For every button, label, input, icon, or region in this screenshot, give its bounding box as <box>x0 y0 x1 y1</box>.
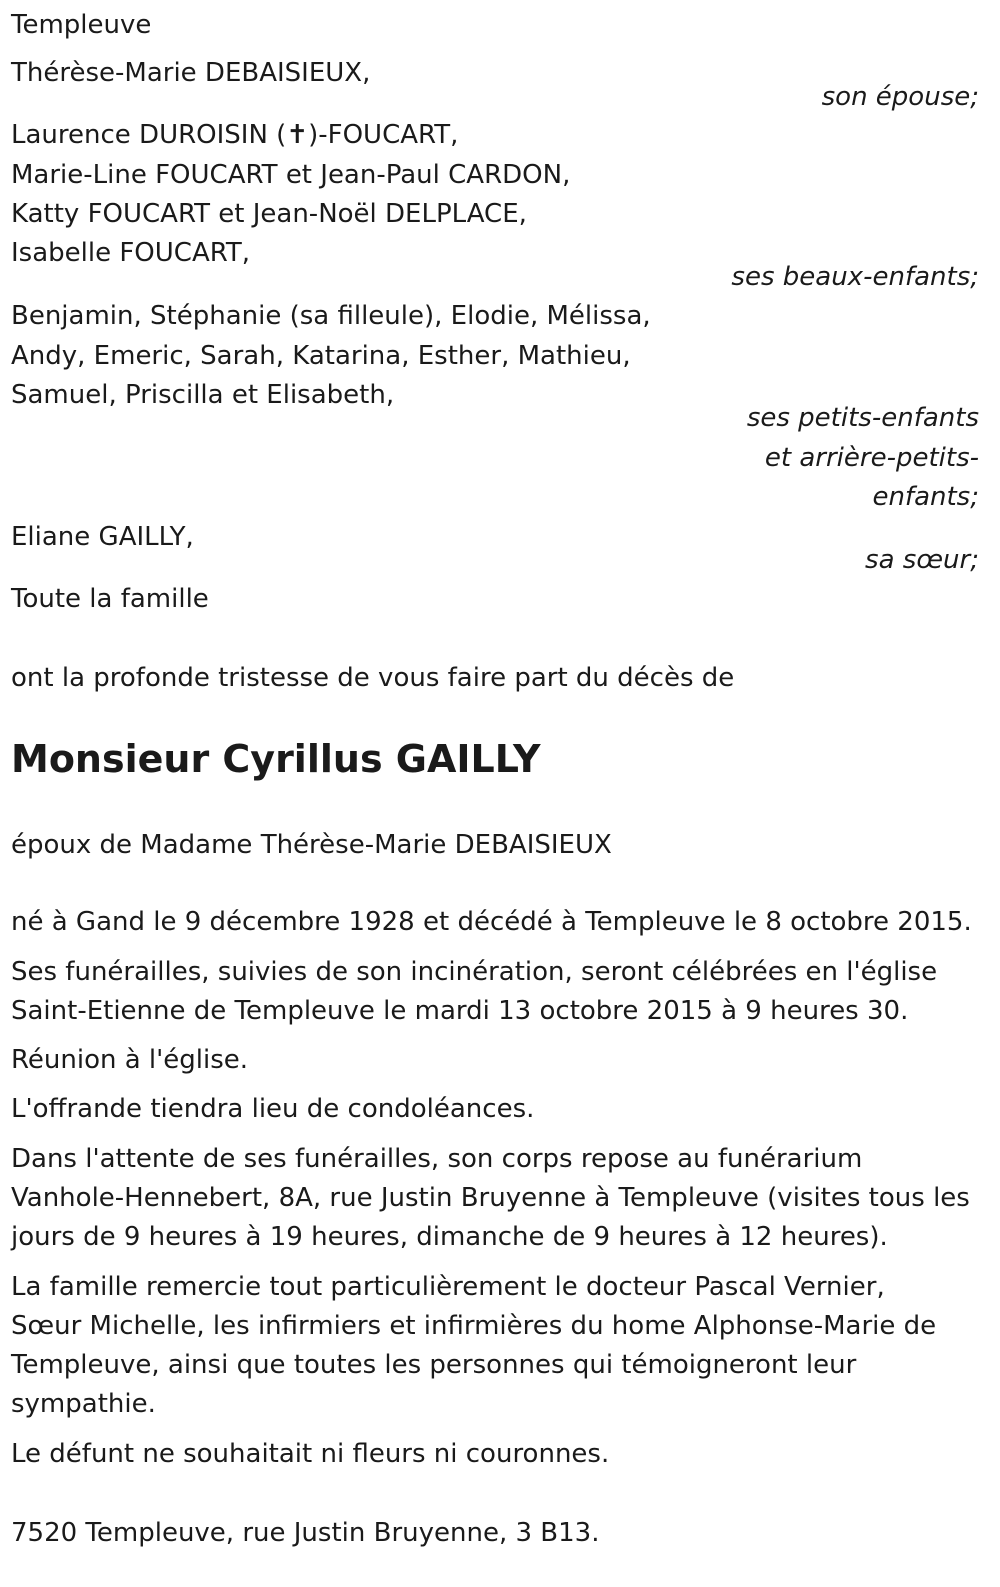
offering-text: L'offrande tiendra lieu de condoléances. <box>11 1094 535 1124</box>
thanks-line: Sœur Michelle, les infirmiers et infirmières du home Alphonse-Marie de <box>11 1311 937 1341</box>
spouse-role: son épouse; <box>821 82 979 112</box>
deceased-relation: époux de Madame Thérèse-Marie DEBAISIEUX <box>11 830 612 860</box>
meeting-text: Réunion à l'église. <box>11 1045 249 1075</box>
spouse-name: Thérèse-Marie DEBAISIEUX, <box>11 58 371 88</box>
grandchildren-role: enfants; <box>872 482 979 512</box>
grandchild-line: Benjamin, Stéphanie (sa filleule), Elodie, Mélissa, <box>11 301 651 331</box>
wake-line: Vanhole-Hennebert, 8A, rue Justin Bruyenne à Templeuve (visites tous les <box>11 1183 970 1213</box>
announcement-text: ont la profonde tristesse de vous faire part du décès de <box>11 663 735 693</box>
wake-line: Dans l'attente de ses funérailles, son corps repose au funérarium <box>11 1144 863 1174</box>
stepchild-line: Katty FOUCART et Jean-Noël DELPLACE, <box>11 199 527 229</box>
funeral-line: Saint-Etienne de Templeuve le mardi 13 octobre 2015 à 9 heures 30. <box>11 996 909 1026</box>
grandchildren-role: ses petits-enfants <box>746 403 979 433</box>
stepchild-line: Laurence DUROISIN (✝)-FOUCART, <box>11 120 459 150</box>
whole-family: Toute la famille <box>11 584 209 614</box>
birth-death-text: né à Gand le 9 décembre 1928 et décédé à Templeuve le 8 octobre 2015. <box>11 907 972 937</box>
header-town: Templeuve <box>11 10 152 40</box>
thanks-line: Templeuve, ainsi que toutes les personnes qui témoigneront leur <box>11 1350 857 1380</box>
grandchild-line: Andy, Emeric, Sarah, Katarina, Esther, Mathieu, <box>11 341 631 371</box>
grandchildren-role: et arrière-petits- <box>764 443 979 473</box>
thanks-line: sympathie. <box>11 1389 156 1419</box>
grandchild-line: Samuel, Priscilla et Elisabeth, <box>11 380 395 410</box>
sister-role: sa sœur; <box>865 545 979 575</box>
stepchildren-role: ses beaux-enfants; <box>731 262 979 292</box>
deceased-name: Monsieur Cyrillus GAILLY <box>11 737 541 781</box>
sister-name: Eliane GAILLY, <box>11 522 194 552</box>
stepchild-line: Marie-Line FOUCART et Jean-Paul CARDON, <box>11 160 571 190</box>
wake-line: jours de 9 heures à 19 heures, dimanche de 9 heures à 12 heures). <box>11 1222 888 1252</box>
funeral-line: Ses funérailles, suivies de son incinération, seront célébrées en l'église <box>11 957 938 987</box>
thanks-line: La famille remercie tout particulièrement le docteur Pascal Vernier, <box>11 1272 885 1302</box>
address-text: 7520 Templeuve, rue Justin Bruyenne, 3 B13. <box>11 1518 600 1548</box>
stepchild-line: Isabelle FOUCART, <box>11 238 251 268</box>
no-flowers-text: Le défunt ne souhaitait ni fleurs ni couronnes. <box>11 1439 610 1469</box>
